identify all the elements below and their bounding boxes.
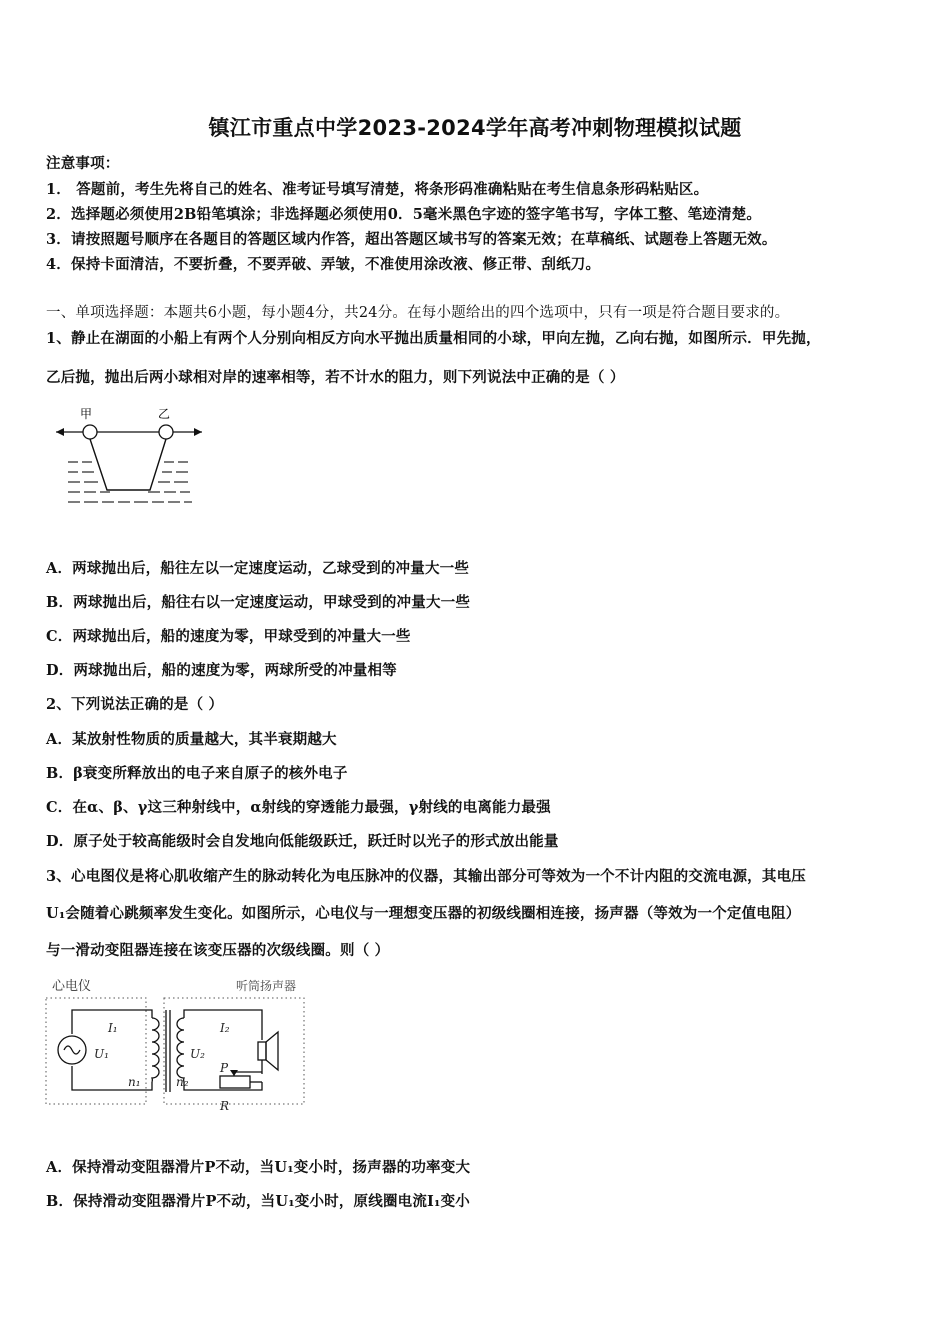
ball-yi bbox=[159, 425, 173, 439]
label-U2: U₂ bbox=[190, 1047, 205, 1061]
label-n1: n₁ bbox=[128, 1075, 141, 1089]
label-P: P bbox=[220, 1061, 229, 1075]
speaker-icon bbox=[258, 1042, 266, 1060]
slider-arrow-icon bbox=[230, 1070, 238, 1076]
notice-heading: 注意事项： bbox=[46, 155, 120, 172]
notice-item-3: 3．请按照题号顺序在各题目的答题区域内作答，超出答题区域书写的答案无效；在草稿纸、试题卷上答题无效。 bbox=[46, 231, 777, 248]
ac-wave-icon bbox=[64, 1046, 80, 1054]
notice-item-4: 4．保持卡面清洁，不要折叠，不要弄破、弄皱，不准使用涂改液、修正带、刮纸刀。 bbox=[46, 256, 601, 273]
q3-option-b: B．保持滑动变阻器滑片P不动，当U₁变小时，原线圈电流I₁变小 bbox=[46, 1193, 470, 1210]
q1-option-d: D．两球抛出后，船的速度为零，两球所受的冲量相等 bbox=[46, 662, 397, 679]
label-I1: I₁ bbox=[108, 1021, 118, 1035]
water-lines bbox=[68, 462, 192, 502]
label-n2: n₂ bbox=[176, 1075, 189, 1089]
rheostat-resistor bbox=[220, 1076, 250, 1088]
label-speaker: 听筒扬声器 bbox=[236, 979, 297, 993]
q1-option-b: B．两球抛出后，船往右以一定速度运动，甲球受到的冲量大一些 bbox=[46, 594, 471, 611]
q2-option-b: B．β衰变所释放出的电子来自原子的核外电子 bbox=[46, 765, 348, 782]
boat-hull bbox=[90, 439, 166, 490]
label-jia: 甲 bbox=[80, 407, 93, 421]
q2-option-d: D．原子处于较高能级时会自发地向低能级跃迁，跃迁时以光子的形式放出能量 bbox=[46, 833, 559, 850]
q2-option-a: A．某放射性物质的质量越大，其半衰期越大 bbox=[46, 731, 337, 748]
notice-item-1: 1． 答题前，考生先将自己的姓名、准考证号填写清楚，将条形码准确粘贴在考生信息条形码粘贴区。 bbox=[46, 181, 709, 198]
speaker-cone-icon bbox=[266, 1032, 278, 1070]
page-title: 镇江市重点中学2023-2024学年高考冲刺物理模拟试题 bbox=[208, 116, 742, 140]
q1-option-a: A．两球抛出后，船往左以一定速度运动，乙球受到的冲量大一些 bbox=[46, 560, 470, 577]
label-U1: U₁ bbox=[94, 1047, 109, 1061]
q1-stem-line2: 乙后抛，抛出后两小球相对岸的速率相等，若不计水的阻力，则下列说法中正确的是（ ） bbox=[46, 369, 625, 386]
arrow-right-icon bbox=[194, 428, 202, 436]
q3-stem-line1: 3、心电图仪是将心肌收缩产生的脉动转化为电压脉冲的仪器，其输出部分可等效为一个不计内阻的交流电源，其电压 bbox=[46, 868, 806, 885]
boat-figure bbox=[52, 400, 212, 512]
primary-coil bbox=[152, 1018, 159, 1082]
q1-stem-line1: 1、静止在湖面的小船上有两个人分别向相反方向水平抛出质量相同的小球，甲向左抛，乙向右抛，如图所示．甲先抛， bbox=[46, 330, 821, 347]
q2-option-c: C．在α、β、γ这三种射线中，α射线的穿透能力最强，γ射线的电离能力最强 bbox=[46, 799, 551, 816]
transformer-figure bbox=[44, 974, 320, 1120]
q3-stem-line2: U₁会随着心跳频率发生变化。如图所示，心电仪与一理想变压器的初级线圈相连接，扬声器（等效为一个定值电阻） bbox=[46, 905, 801, 922]
q1-option-c: C．两球抛出后，船的速度为零，甲球受到的冲量大一些 bbox=[46, 628, 411, 645]
q3-stem-line3: 与一滑动变阻器连接在该变压器的次级线圈。则（ ） bbox=[46, 942, 390, 959]
secondary-coil bbox=[177, 1018, 184, 1082]
section-heading: 一、单项选择题：本题共6小题，每小题4分，共24分。在每小题给出的四个选项中，只有一项是符合题目要求的。 bbox=[46, 305, 790, 321]
label-ecg-device: 心电仪 bbox=[52, 979, 92, 994]
notice-item-2: 2．选择题必须使用2B铅笔填涂；非选择题必须使用0．5毫米黑色字迹的签字笔书写，字体工整、笔迹清楚。 bbox=[46, 206, 762, 223]
ball-jia bbox=[83, 425, 97, 439]
label-yi: 乙 bbox=[158, 407, 171, 421]
label-I2: I₂ bbox=[220, 1021, 230, 1035]
q3-option-a: A．保持滑动变阻器滑片P不动，当U₁变小时，扬声器的功率变大 bbox=[46, 1159, 471, 1176]
q2-stem: 2、下列说法正确的是（ ） bbox=[46, 696, 224, 713]
label-R: R bbox=[220, 1099, 230, 1113]
arrow-left-icon bbox=[56, 428, 64, 436]
